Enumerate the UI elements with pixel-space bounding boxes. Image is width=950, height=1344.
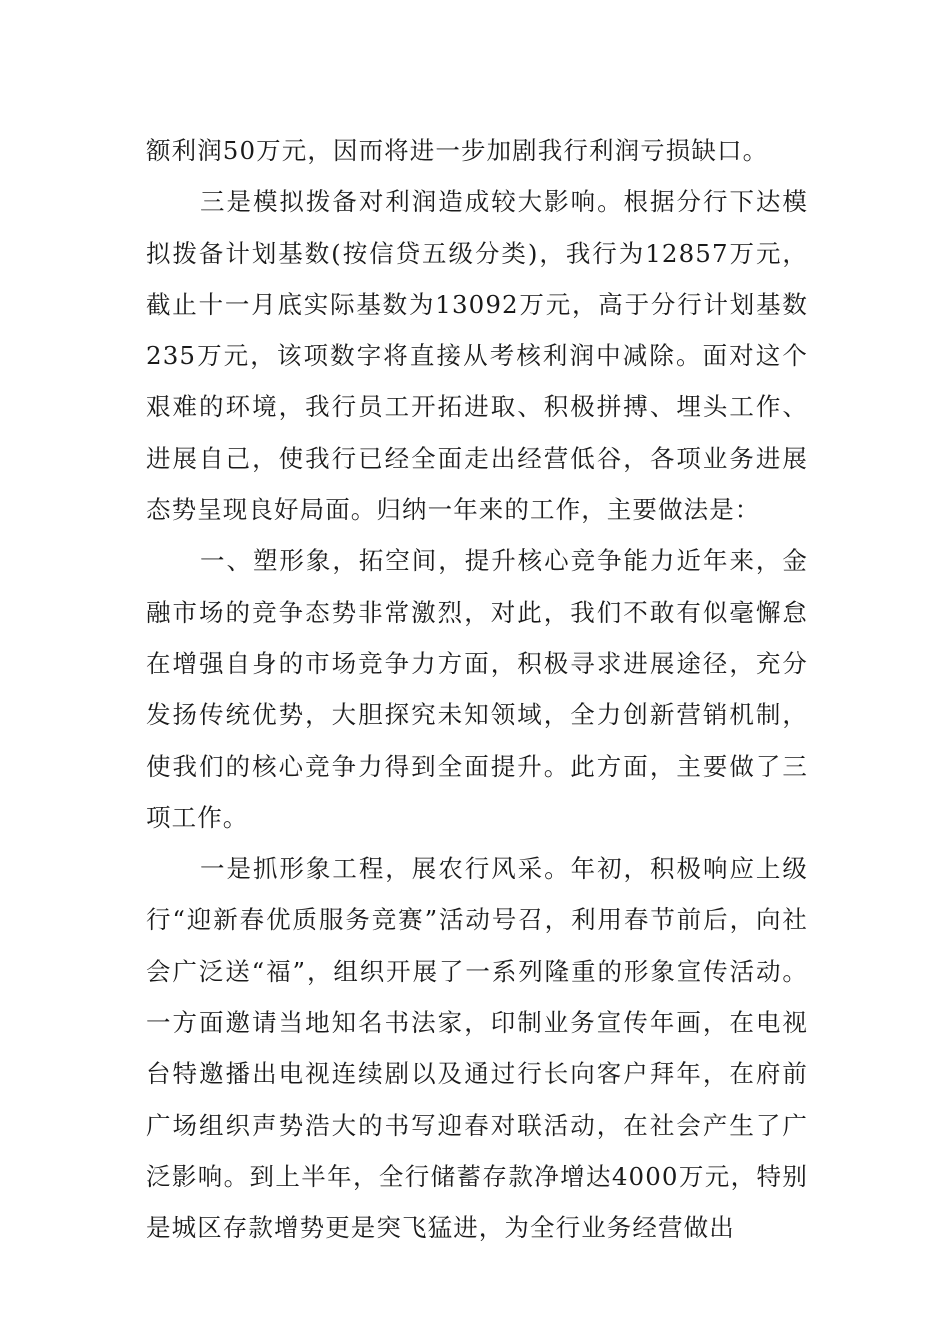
paragraph-4: 一是抓形象工程，展农行风采。年初，积极响应上级行“迎新春优质服务竞赛”活动号召，利用春节前后，向社会广泛送“福”，组织开展了一系列隆重的形象宣传活动。一方面邀请当地知名书法家，印制业务宣传年画，在电视台特邀播出电视连续剧以及通过行长向客户拜年，在府前广场组织声势浩大的书写迎春对联活动，在社会产生了广泛影响。到上半年，全行储蓄存款净增达4000万元，特别是城区存款增势更是突飞猛进，为全行业务经营做出 (146, 854, 808, 1243)
paragraph-1: 额利润50万元，因而将进一步加剧我行利润亏损缺口。 (146, 136, 769, 165)
document-body (146, 125, 808, 1254)
paragraph-3: 一、塑形象，拓空间，提升核心竞争能力近年来，金融市场的竞争态势非常激烈，对此，我们不敢有似毫懈怠在增强自身的市场竞争力方面，积极寻求进展途径，充分发扬传统优势，大胆探究未知领域，全力创新营销机制，使我们的核心竞争力得到全面提升。此方面，主要做了三项工作。 (146, 546, 808, 832)
paragraph-2: 三是模拟拨备对利润造成较大影响。根据分行下达模拟拨备计划基数(按信贷五级分类)，我行为12857万元，截止十一月底实际基数为13092万元，高于分行计划基数235万元，该项数字将直接从考核利润中减除。面对这个艰难的环境，我行员工开拓进取、积极拼搏、埋头工作、进展自己，使我行已经全面走出经营低谷，各项业务进展态势呈现良好局面。归纳一年来的工作，主要做法是： (146, 187, 808, 525)
